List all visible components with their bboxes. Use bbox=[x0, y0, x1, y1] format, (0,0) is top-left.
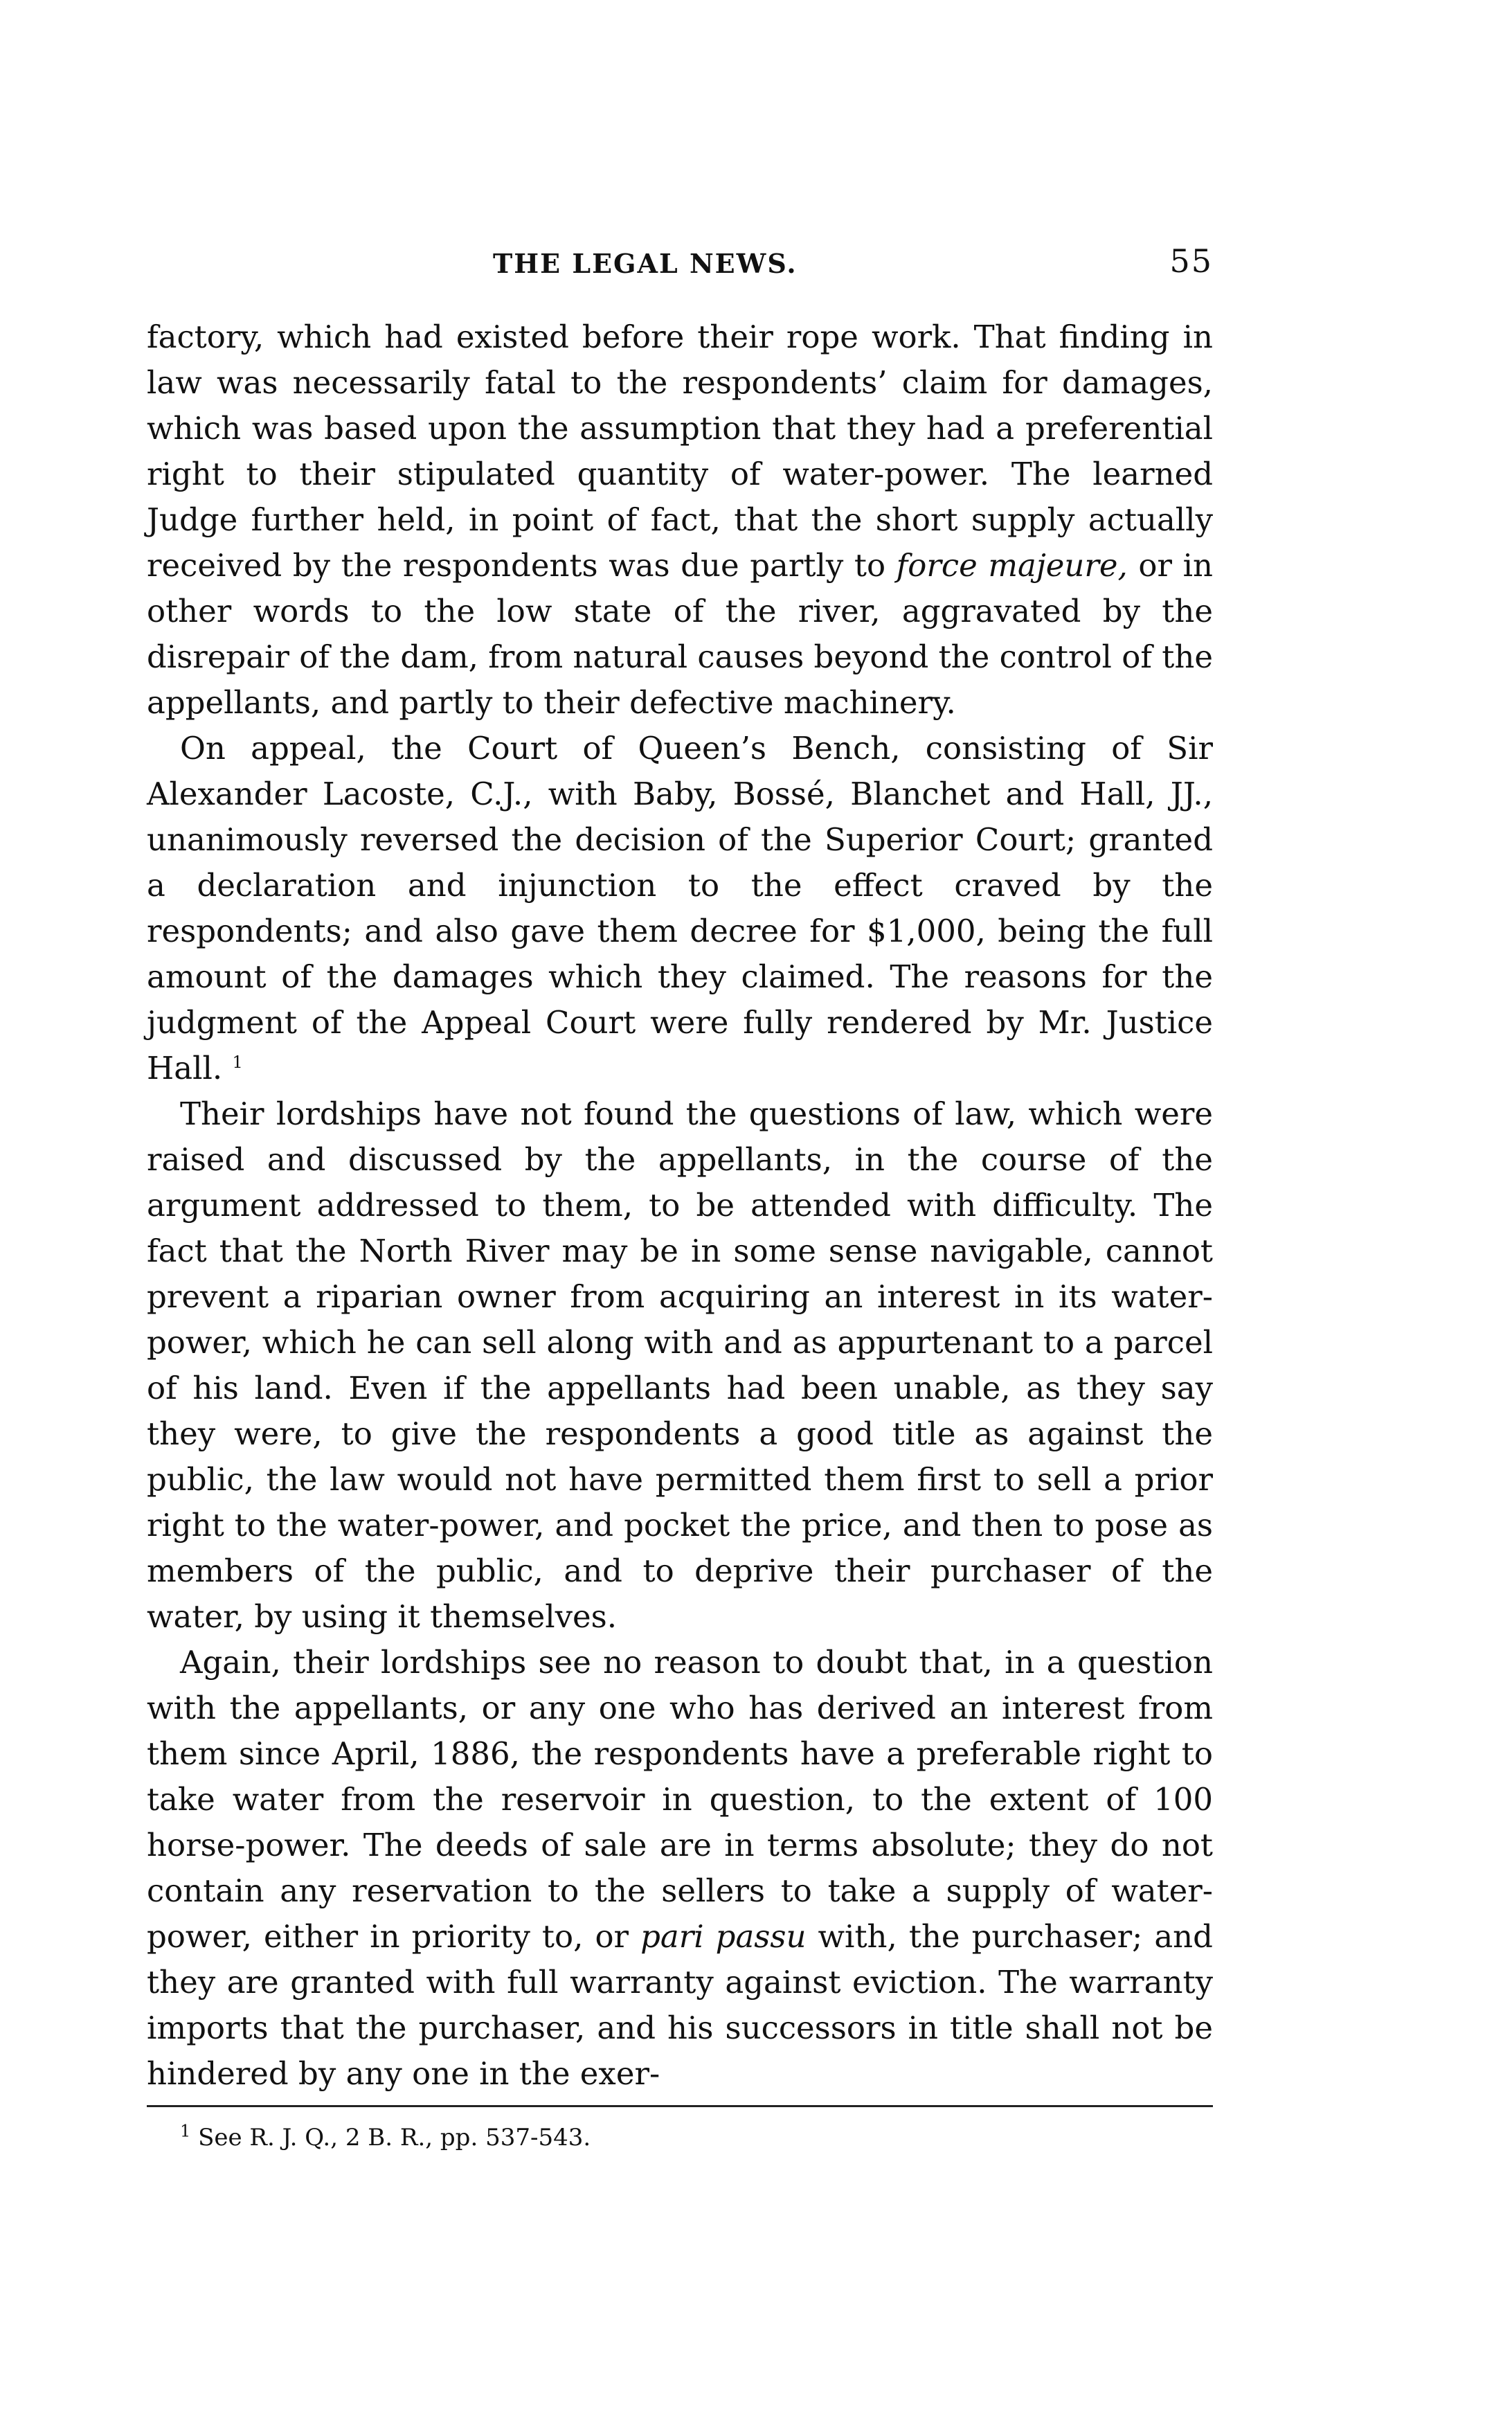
paragraph bbox=[147, 726, 1213, 1091]
footnote-text: See R. J. Q., 2 B. R., pp. 537-543. bbox=[198, 2124, 591, 2151]
running-title: THE LEGAL NEWS. bbox=[493, 248, 798, 279]
paragraph-text: Again, their lordships see no reason to doubt that, in a question with the appellants, or any one who has derived an interest from them since April, 1886, the respondents have a preferable right to take water from the reservoir in question, to the extent of 100 horse-power. The deeds of sale are in terms absolute; they do not contain any reservation to the sellers to take a supply of water-power, either in priority to, or bbox=[147, 1644, 1213, 1955]
paragraph-text: or in other words to the low state of the river, aggravated by the disrepair of the dam, from natural causes beyond the control of the appellants, and partly to their defective machinery. bbox=[147, 547, 1213, 721]
paragraph-text: factory, which had existed before their rope work. That finding in law was necessarily fatal to the respondents’ claim for damages, which was based upon the assumption that they had a preferential right to their stipulated quantity of water-power. The learned Judge further held, in point of fact, that the short supply actually received by the respondents was due partly to bbox=[147, 319, 1213, 584]
footnote-marker: 1 bbox=[180, 2121, 191, 2141]
paragraph-text: with, the purchaser; and they are granted with full warranty against eviction. The warranty imports that the purchaser, and his successors in title shall not be hindered by any one in the exer- bbox=[147, 1918, 1213, 2092]
italic-term: force majeure, bbox=[896, 547, 1128, 584]
body-text bbox=[147, 314, 1213, 2097]
footnote-reference: 1 bbox=[232, 1053, 243, 1072]
footnote-divider bbox=[147, 2105, 1213, 2107]
paragraph bbox=[147, 1640, 1213, 2097]
document-page bbox=[147, 242, 1213, 2153]
paragraph-text: Their lordships have not found the questions of law, which were raised and discussed by the appellants, in the course of the argument addressed to them, to be attended with difficulty. The fact that the North River may be in some sense navigable, cannot prevent a riparian owner from acquiring an interest in its water-power, which he can sell along with and as appurtenant to a parcel of his land. Even if the appellants had been unable, as they say they were, to give the respondents a good title as against the public, the law would not have permitted them first to sell a prior right to the water-power, and pocket the price, and then to pose as members of the public, and to deprive their purchaser of the water, by using it themselves. bbox=[147, 1095, 1213, 1635]
paragraph bbox=[147, 314, 1213, 726]
page-header bbox=[147, 242, 1213, 291]
italic-term: pari passu bbox=[640, 1918, 807, 1955]
page-number: 55 bbox=[1169, 242, 1213, 280]
footnote bbox=[147, 2122, 1213, 2153]
paragraph bbox=[147, 1091, 1213, 1640]
paragraph-text: On appeal, the Court of Queen’s Bench, consisting of Sir Alexander Lacoste, C.J., with Baby, Bossé, Blanchet and Hall, JJ., unanimously reversed the decision of the Superior Court; granted a declaration and injunction to the effect craved by the respondents; and also gave them decree for $1,000, being the full amount of the damages which they claimed. The reasons for the judgment of the Appeal Court were fully rendered by Mr. Justice Hall. bbox=[147, 730, 1213, 1086]
